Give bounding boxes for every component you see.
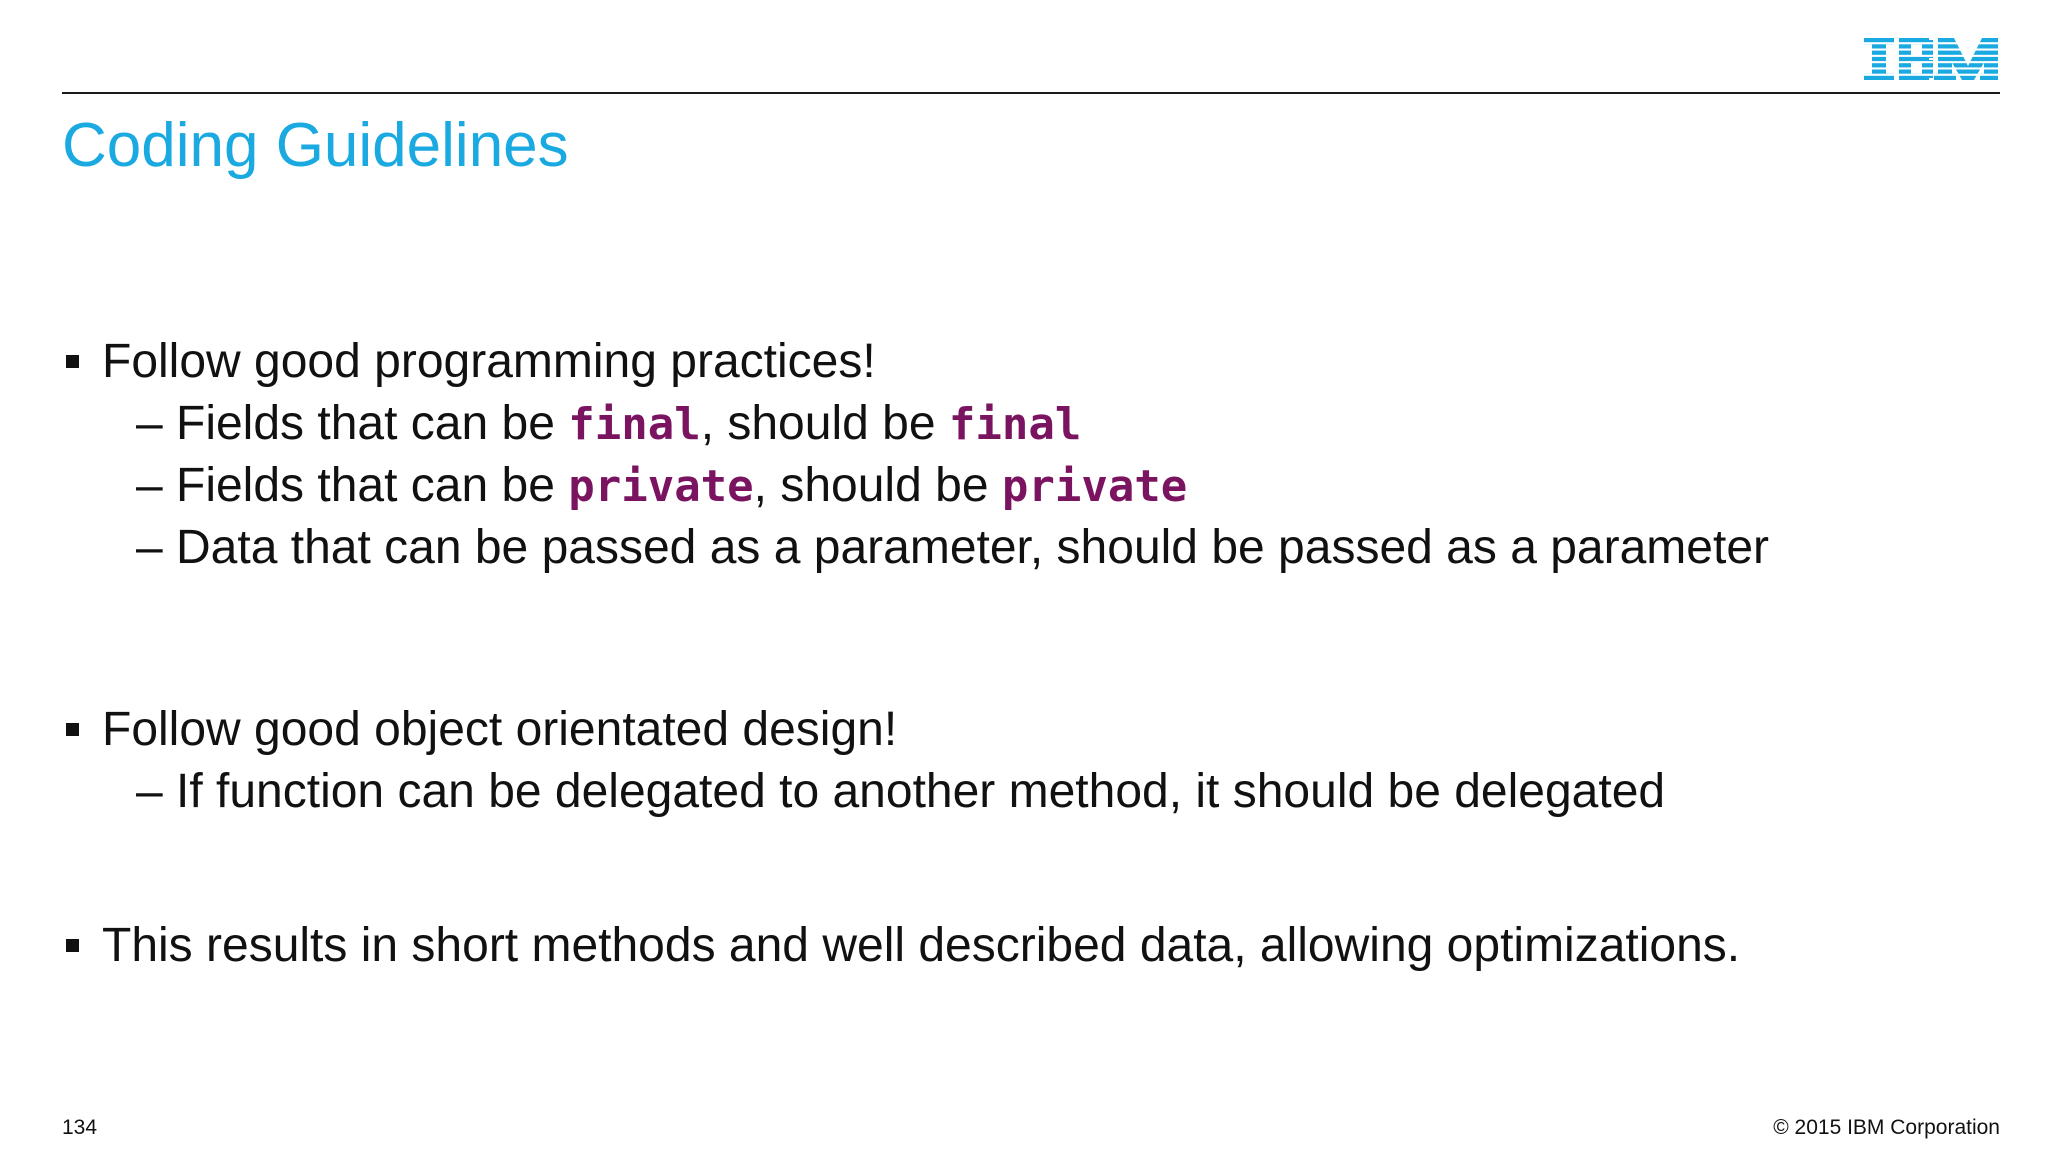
sub-bullet-item bbox=[136, 763, 1665, 821]
sub-bullet-text: Fields that can be bbox=[176, 397, 569, 450]
square-bullet-icon bbox=[66, 939, 79, 952]
sub-bullet-text: , should be bbox=[753, 459, 1002, 512]
code-keyword: private bbox=[568, 461, 754, 512]
square-bullet-icon bbox=[66, 355, 79, 368]
copyright-notice: © 2015 IBM Corporation bbox=[1773, 1116, 2000, 1139]
sub-bullet-text: , should be bbox=[700, 397, 949, 450]
dash-bullet-icon: – bbox=[136, 459, 163, 512]
slide-title: Coding Guidelines bbox=[62, 111, 569, 180]
dash-bullet-icon: – bbox=[136, 397, 163, 450]
code-keyword: private bbox=[1001, 461, 1188, 512]
square-bullet-icon bbox=[66, 723, 79, 736]
sub-bullet-text: Data that can be passed as a parameter, should be passed as a parameter bbox=[176, 521, 1769, 574]
dash-bullet-icon: – bbox=[136, 765, 163, 818]
code-keyword: final bbox=[568, 399, 701, 450]
sub-bullet-text: Fields that can be bbox=[176, 459, 569, 512]
sub-bullet-item bbox=[136, 519, 1769, 577]
ibm-logo bbox=[1864, 38, 1998, 80]
code-keyword: final bbox=[948, 399, 1082, 450]
bullet-text: Follow good object orientated design! bbox=[102, 703, 898, 756]
sub-bullet-item bbox=[136, 457, 1187, 516]
sub-bullet-item bbox=[136, 395, 1081, 454]
sub-bullet-text: If function can be delegated to another method, it should be delegated bbox=[176, 765, 1666, 818]
bullet-text: This results in short methods and well described data, allowing optimizations. bbox=[102, 919, 1741, 972]
page-number: 134 bbox=[62, 1116, 98, 1139]
dash-bullet-icon: – bbox=[136, 521, 163, 574]
bullet-text: Follow good programming practices! bbox=[102, 335, 876, 388]
header-rule bbox=[62, 92, 2000, 94]
